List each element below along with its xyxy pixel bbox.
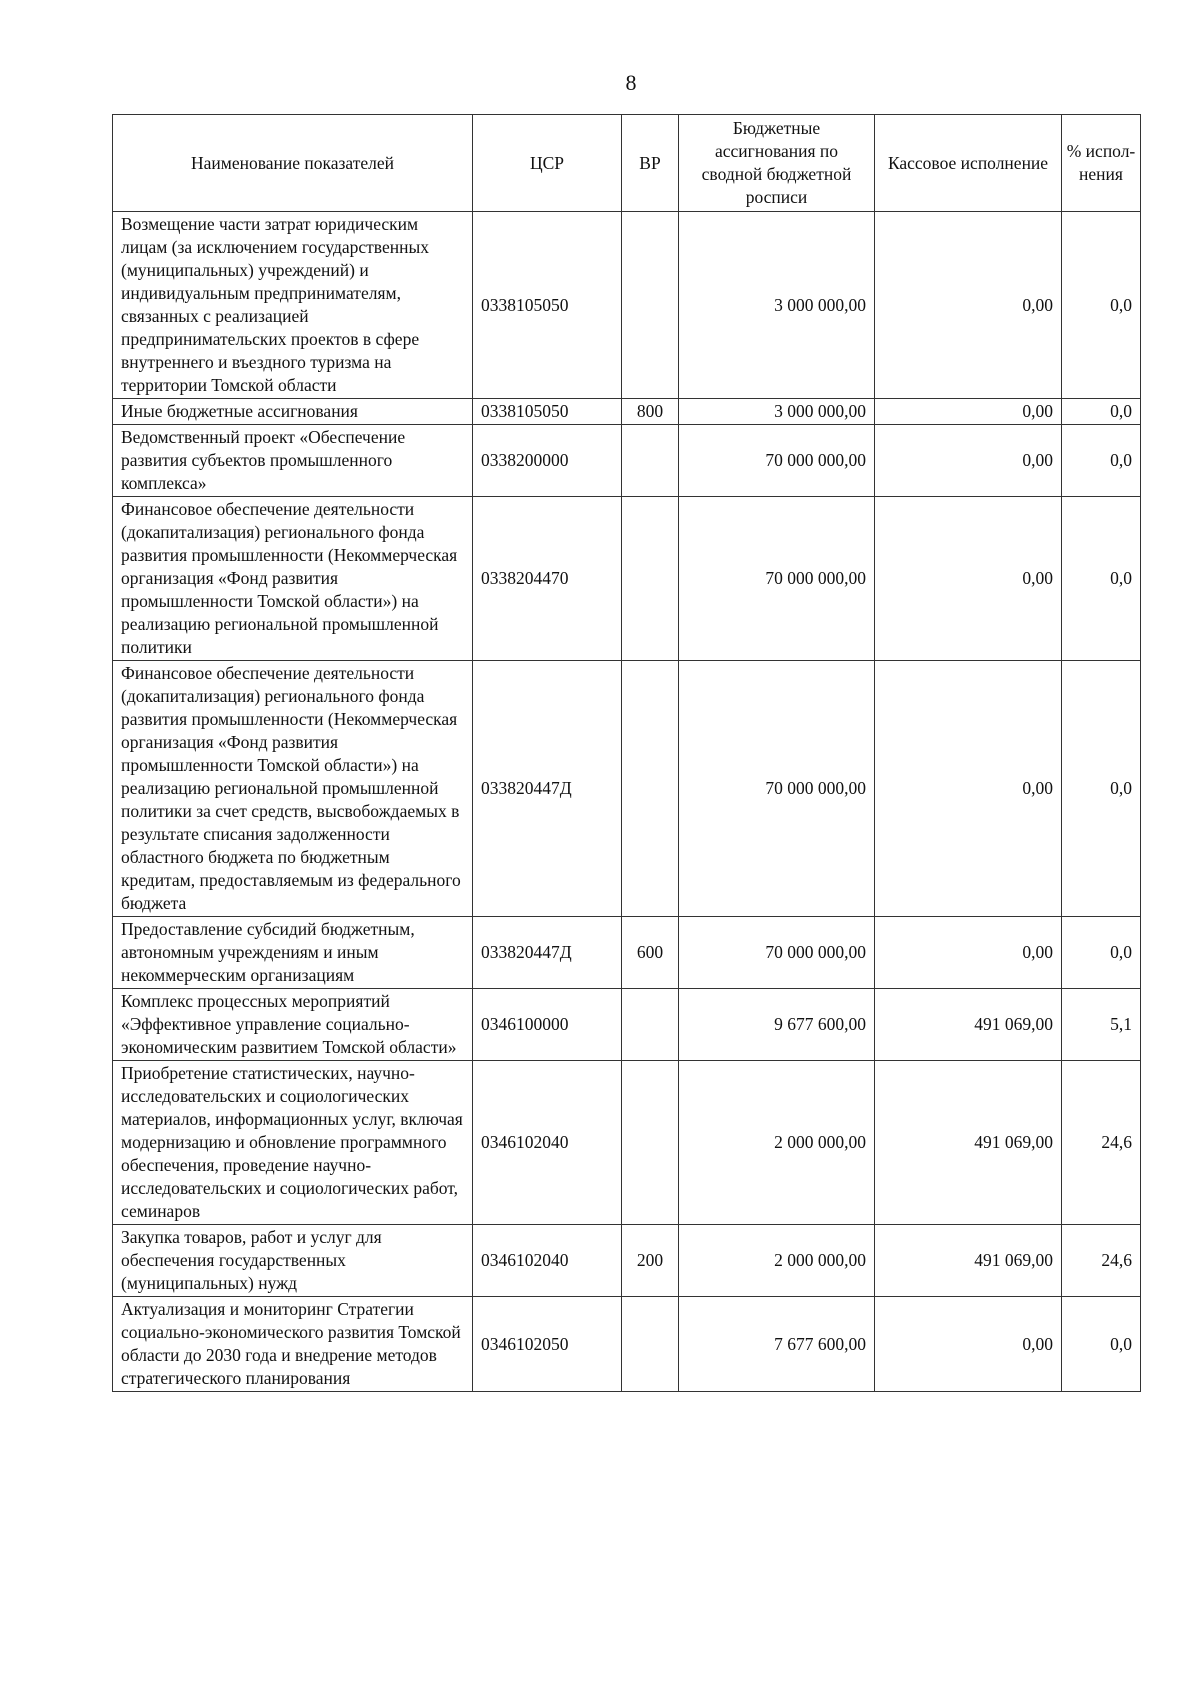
table-row <box>113 1297 1141 1392</box>
row-vr <box>622 1297 679 1392</box>
row-budget: 70 000 000,00 <box>679 425 875 497</box>
row-csr: 0346102040 <box>473 1061 622 1225</box>
row-budget: 7 677 600,00 <box>679 1297 875 1392</box>
table-row <box>113 989 1141 1061</box>
row-percent: 0,0 <box>1062 399 1141 425</box>
row-vr: 600 <box>622 917 679 989</box>
row-cash: 0,00 <box>875 917 1062 989</box>
row-percent: 0,0 <box>1062 497 1141 661</box>
row-name: Закупка товаров, работ и услуг для обеспечения государственных (муниципальных) нужд <box>113 1225 473 1297</box>
row-percent: 0,0 <box>1062 661 1141 917</box>
table-row <box>113 399 1141 425</box>
header-csr: ЦСР <box>473 115 622 212</box>
row-csr: 0338105050 <box>473 399 622 425</box>
row-percent: 0,0 <box>1062 1297 1141 1392</box>
table-row <box>113 917 1141 989</box>
row-name: Комплекс процессных мероприятий «Эффективное управление социально-экономическим развитием Томской области» <box>113 989 473 1061</box>
row-percent: 0,0 <box>1062 212 1141 399</box>
row-percent: 5,1 <box>1062 989 1141 1061</box>
row-vr <box>622 1061 679 1225</box>
row-vr <box>622 989 679 1061</box>
header-percent: % испол-нения <box>1062 115 1141 212</box>
row-budget: 70 000 000,00 <box>679 661 875 917</box>
row-budget: 9 677 600,00 <box>679 989 875 1061</box>
table-row <box>113 497 1141 661</box>
row-csr: 033820447Д <box>473 661 622 917</box>
header-cash: Кассовое исполнение <box>875 115 1062 212</box>
row-vr <box>622 212 679 399</box>
row-cash: 0,00 <box>875 1297 1062 1392</box>
row-csr: 0338204470 <box>473 497 622 661</box>
page-number: 8 <box>625 70 637 95</box>
row-cash: 0,00 <box>875 497 1062 661</box>
row-csr: 0338105050 <box>473 212 622 399</box>
row-percent: 0,0 <box>1062 917 1141 989</box>
table-row <box>113 1225 1141 1297</box>
row-vr <box>622 425 679 497</box>
row-budget: 70 000 000,00 <box>679 917 875 989</box>
table-body <box>113 212 1141 1392</box>
row-vr: 800 <box>622 399 679 425</box>
row-vr <box>622 661 679 917</box>
table-row <box>113 661 1141 917</box>
row-csr: 033820447Д <box>473 917 622 989</box>
row-cash: 0,00 <box>875 661 1062 917</box>
row-cash: 0,00 <box>875 212 1062 399</box>
table-header <box>113 115 1141 212</box>
row-csr: 0338200000 <box>473 425 622 497</box>
row-budget: 3 000 000,00 <box>679 399 875 425</box>
row-budget: 3 000 000,00 <box>679 212 875 399</box>
row-csr: 0346102040 <box>473 1225 622 1297</box>
row-name: Ведомственный проект «Обеспечение развития субъектов промышленного комплекса» <box>113 425 473 497</box>
row-vr: 200 <box>622 1225 679 1297</box>
row-percent: 0,0 <box>1062 425 1141 497</box>
row-cash: 491 069,00 <box>875 989 1062 1061</box>
row-csr: 0346100000 <box>473 989 622 1061</box>
row-cash: 0,00 <box>875 399 1062 425</box>
row-budget: 2 000 000,00 <box>679 1225 875 1297</box>
table-row <box>113 1061 1141 1225</box>
table-row <box>113 212 1141 399</box>
row-name: Иные бюджетные ассигнования <box>113 399 473 425</box>
row-budget: 70 000 000,00 <box>679 497 875 661</box>
row-name: Финансовое обеспечение деятельности (докапитализация) регионального фонда развития промышленности (Некоммерческая организация «Фонд развития промышленности Томской области») на реализацию региональной промышленной политики за счет средств, высвобождаемых в результате списания задолженности областного бюджета по бюджетным кредитам, предоставляемым из федерального бюджета <box>113 661 473 917</box>
table-row <box>113 425 1141 497</box>
row-csr: 0346102050 <box>473 1297 622 1392</box>
row-cash: 491 069,00 <box>875 1061 1062 1225</box>
row-name: Финансовое обеспечение деятельности (докапитализация) регионального фонда развития промышленности (Некоммерческая организация «Фонд развития промышленности Томской области») на реализацию региональной промышленной политики <box>113 497 473 661</box>
row-budget: 2 000 000,00 <box>679 1061 875 1225</box>
row-vr <box>622 497 679 661</box>
row-cash: 0,00 <box>875 425 1062 497</box>
row-name: Актуализация и мониторинг Стратегии социально-экономического развития Томской области до 2030 года и внедрение методов стратегического планирования <box>113 1297 473 1392</box>
header-budget: Бюджетные ассигнования по сводной бюджетной росписи <box>679 115 875 212</box>
budget-execution-table <box>112 114 1141 1392</box>
header-vr: ВР <box>622 115 679 212</box>
row-name: Предоставление субсидий бюджетным, автономным учреждениям и иным некоммерческим организациям <box>113 917 473 989</box>
row-name: Возмещение части затрат юридическим лицам (за исключением государственных (муниципальных) учреждений) и индивидуальным предпринимателям, связанных с реализацией предпринимательских проектов в сфере внутреннего и въездного туризма на территории Томской области <box>113 212 473 399</box>
row-name: Приобретение статистических, научно-исследовательских и социологических материалов, информационных услуг, включая модернизацию и обновление программного обеспечения, проведение научно-исследовательских и социологических работ, семинаров <box>113 1061 473 1225</box>
row-percent: 24,6 <box>1062 1225 1141 1297</box>
row-cash: 491 069,00 <box>875 1225 1062 1297</box>
row-percent: 24,6 <box>1062 1061 1141 1225</box>
header-name: Наименование показателей <box>113 115 473 212</box>
